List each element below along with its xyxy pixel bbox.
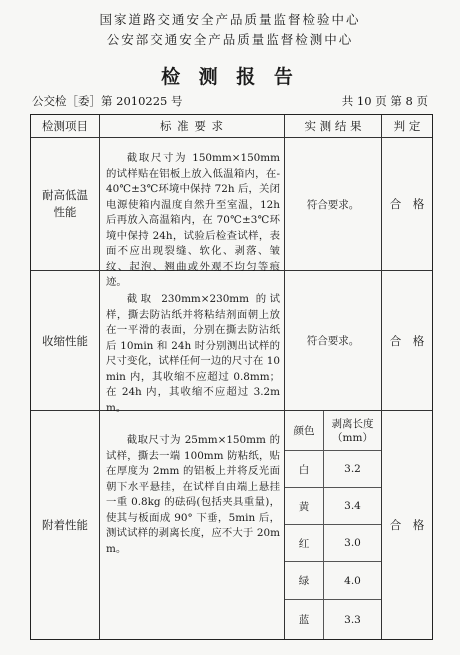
row-result: 符合要求。 — [306, 198, 360, 211]
row-verdict: 合 格 — [389, 518, 425, 532]
row-requirement: 截取尺寸为 150mm×150mm 的试样贴在铝板上放入低温箱内，在-40℃±3℃环境中保持 72h 后，关闭电源使箱内温度自然升至室温，12h 后再放入高温箱内，在 70℃±3℃环境中保持 24h，试验后检查试样，表面不应出现裂缝、软化、剥落、皱纹、起泡、翘曲或外观不均匀等痕迹。 — [106, 152, 280, 288]
test-table — [30, 114, 433, 640]
center-name-2: 公安部交通安全产品质量监督检测中心 — [106, 32, 354, 47]
peel-length-cell: 3.4 — [344, 500, 361, 512]
row-verdict: 合 格 — [389, 197, 425, 211]
report-number: 公交检［委］第 2010225 号 — [32, 94, 183, 108]
report-title: 检 测 报 告 — [161, 66, 299, 88]
col-header-item: 检测项目 — [42, 119, 88, 133]
page-info: 共 10 页 第 8 页 — [341, 94, 428, 108]
col-header-verdict: 判 定 — [393, 119, 421, 133]
row-requirement: 截取 230mm×230mm 的试样，撕去防沾纸并将粘结剂面朝上放在一平滑的表面，分别在撕去防沾纸后 10min 和 24h 时分别测出试样的尺寸变化，试样任何一边的尺寸在 10min 内，其收缩不应超过 0.8mm；在 24h 内，其收缩不应超过 3.2mm。 — [106, 293, 280, 414]
row-result: 符合要求。 — [306, 335, 360, 347]
subtable-header-length: 剥离长度 （mm） — [331, 417, 374, 444]
row-verdict: 合 格 — [389, 333, 425, 348]
row-item: 耐高低温 性能 — [42, 188, 88, 219]
color-cell: 红 — [298, 537, 310, 550]
peel-length-cell: 4.0 — [344, 574, 361, 587]
row-item: 附着性能 — [42, 518, 88, 532]
row-requirement: 截取尺寸为 25mm×150mm 的试样，撕去一端 100mm 防粘纸，贴在厚度为 2mm 的铝板上并将反光面朝下水平悬挂，在试样自由端上悬挂一重 0.8kg 的砝码(包括夹具重量)，使其与板面成 90° 下垂，5min 后，测试试样的剥离长度，应不大于 20mm。 — [106, 434, 280, 555]
center-name-1: 国家道路交通安全产品质量监督检验中心 — [99, 12, 361, 27]
peel-length-cell: 3.2 — [344, 463, 361, 475]
color-cell: 绿 — [298, 575, 310, 587]
color-cell: 蓝 — [298, 614, 310, 626]
color-cell: 白 — [298, 463, 310, 476]
subtable-header-color: 颜色 — [293, 425, 315, 437]
col-header-result: 实 测 结 果 — [304, 119, 362, 133]
col-header-requirement: 标 准 要 求 — [160, 119, 224, 133]
color-cell: 黄 — [298, 500, 310, 513]
peel-length-cell: 3.0 — [344, 537, 361, 549]
peel-length-cell: 3.3 — [344, 613, 361, 626]
row-item: 收缩性能 — [42, 333, 88, 348]
